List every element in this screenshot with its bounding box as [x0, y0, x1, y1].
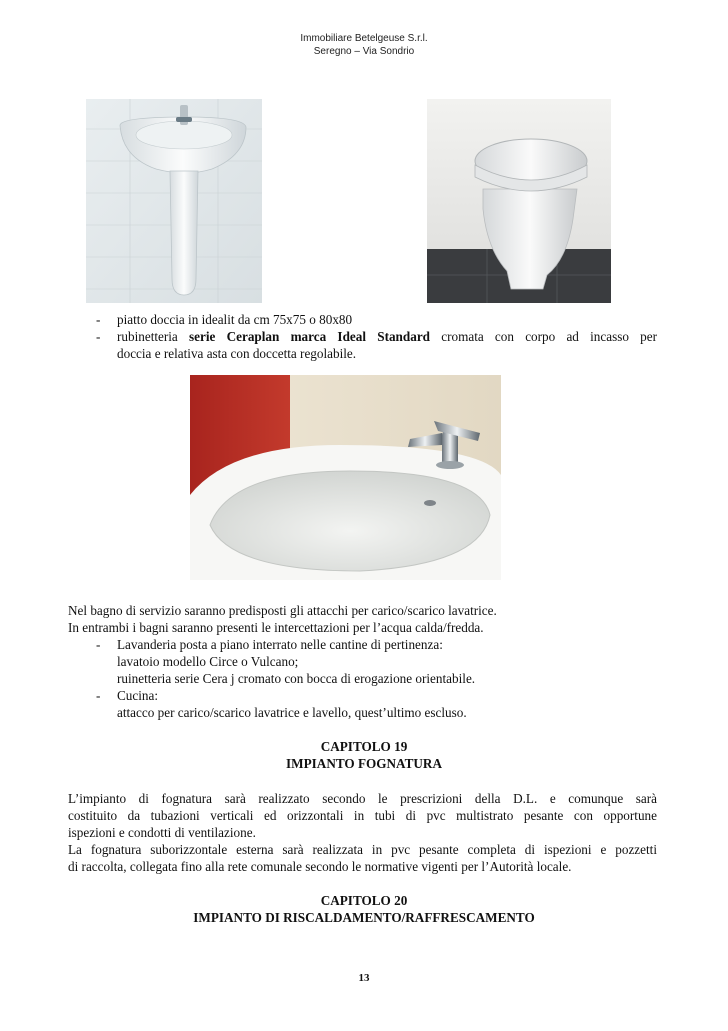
list2-bullet-2: -	[96, 688, 101, 703]
list2-item-2: Cucina:	[117, 688, 159, 703]
chapter-19-p2-line-1: La fognatura suborizzontale esterna sarà realizzata in pvc pesante completa di ispezioni e pozzetti	[68, 842, 657, 857]
toilet-illustration	[427, 99, 611, 303]
list1-bullet-1: -	[96, 312, 101, 327]
list1-item-2-text-c: cromata con corpo ad incasso per	[430, 329, 658, 344]
list2-item-1: Lavanderia posta a piano interrato nelle cantine di pertinenza:	[117, 637, 443, 652]
para1-line-1: Nel bagno di servizio saranno predisposti gli attacchi per carico/scarico lavatrice.	[68, 603, 497, 618]
chapter-19-p2-line-2: di raccolta, collegata fino alla rete comunale secondo le normative vigenti per l’Autorità locale.	[68, 859, 572, 874]
basin-tap-illustration	[190, 375, 501, 580]
list1-bullet-2: -	[96, 329, 101, 344]
list2-item-1-sub-1: lavatoio modello Circe o Vulcano;	[117, 654, 299, 669]
washbasin-image	[86, 99, 262, 303]
list1-item-2-continued: doccia e relativa asta con doccetta regolabile.	[117, 346, 357, 361]
list2-item-1-sub-2: ruinetteria serie Cera j cromato con bocca di erogazione orientabile.	[117, 671, 476, 686]
list2-item-2-sub-1: attacco per carico/scarico lavatrice e lavello, quest’ultimo escluso.	[117, 705, 467, 720]
chapter-19-p1-line-2: costituito da tubazioni verticali ed orizzontali in tubi di pvc multistrato pesante con opportune	[68, 808, 657, 823]
para1-line-2: In entrambi i bagni saranno presenti le intercettazioni per l’acqua calda/fredda.	[68, 620, 484, 635]
page-header	[0, 32, 728, 58]
basin-tap-image	[190, 375, 501, 580]
company-address: Seregno – Via Sondrio	[313, 46, 415, 57]
list1-item-2	[117, 328, 657, 345]
list1-item-2-text-a: rubinetteria	[117, 329, 190, 344]
chapter-19-p1-line-3: ispezioni e condotti di ventilazione.	[68, 825, 256, 840]
page-number: 13	[358, 972, 370, 984]
toilet-image	[427, 99, 611, 303]
chapter-19-title: IMPIANTO FOGNATURA	[286, 756, 442, 771]
chapter-20-number: CAPITOLO 20	[320, 893, 408, 908]
chapter-19-p1-line-1: L’impianto di fognatura sarà realizzato secondo le prescrizioni della D.L. e comunque sarà	[68, 791, 657, 806]
chapter-19-number: CAPITOLO 19	[320, 739, 408, 754]
list2-bullet-1: -	[96, 637, 101, 652]
list1-item-1: piatto doccia in idealit da cm 75x75 o 80x80	[117, 312, 353, 327]
washbasin-illustration	[86, 99, 262, 303]
list1-item-2-bold: serie Ceraplan marca Ideal Standard	[189, 329, 431, 344]
chapter-20-title: IMPIANTO DI RISCALDAMENTO/RAFFRESCAMENTO	[193, 910, 535, 925]
company-name: Immobiliare Betelgeuse S.r.l.	[300, 33, 428, 44]
